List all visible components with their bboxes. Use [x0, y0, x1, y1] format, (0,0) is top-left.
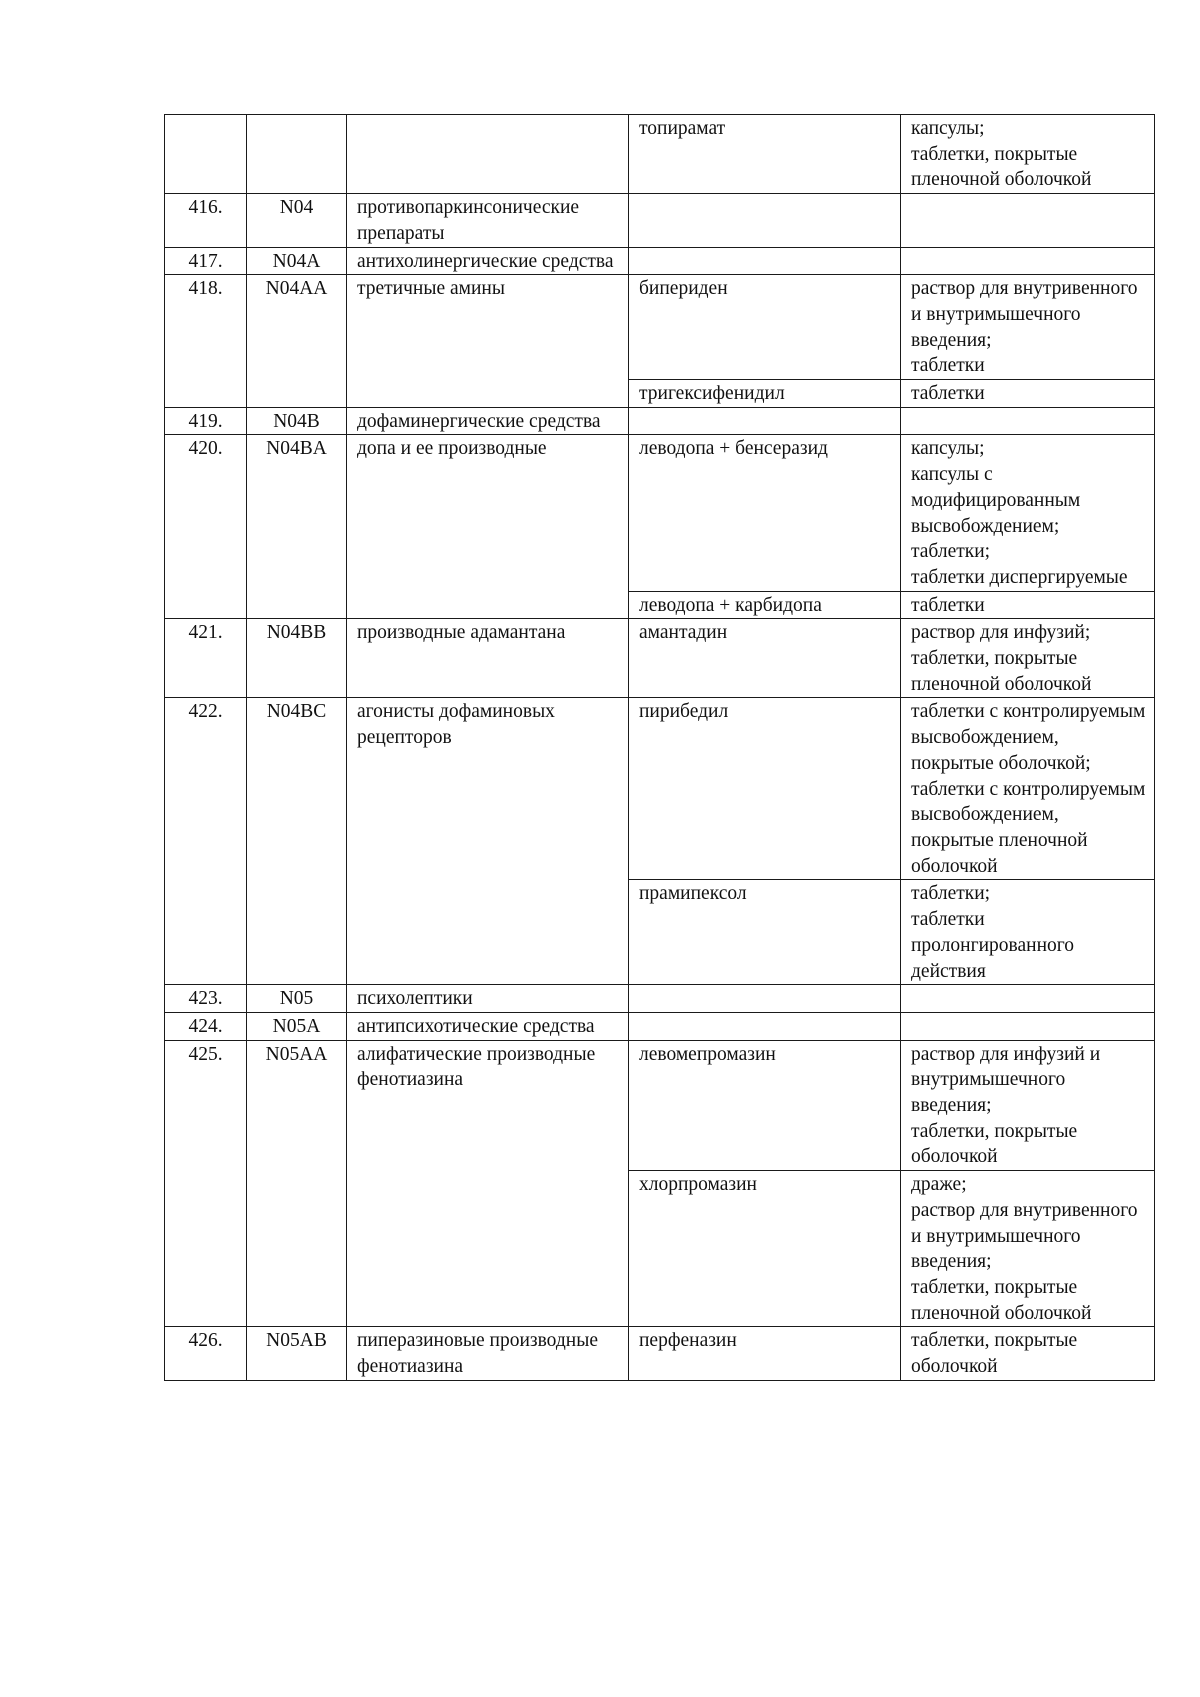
table-body	[165, 115, 1155, 1381]
drug-name-cell: перфеназин	[629, 1327, 901, 1380]
row-number-cell: 417.	[165, 247, 247, 275]
drug-name-cell	[629, 407, 901, 435]
drug-name-cell: хлорпромазин	[629, 1171, 901, 1327]
group-name-cell	[347, 115, 629, 194]
group-name-cell: агонисты дофаминовых рецепторов	[347, 698, 629, 985]
group-name-cell: антихолинергические средства	[347, 247, 629, 275]
drug-name-cell	[629, 1012, 901, 1040]
dosage-form-cell	[901, 247, 1155, 275]
group-name-cell: противопаркинсонические препараты	[347, 194, 629, 247]
atc-code-cell: N04B	[247, 407, 347, 435]
table-row	[165, 247, 1155, 275]
dosage-form-cell: раствор для внутривенного и внутримышечного введения; таблетки	[901, 275, 1155, 380]
table-row	[165, 1040, 1155, 1171]
table-row	[165, 275, 1155, 380]
drug-name-cell	[629, 194, 901, 247]
row-number-cell: 423.	[165, 985, 247, 1013]
drug-name-cell: тригексифенидил	[629, 380, 901, 408]
table-row	[165, 435, 1155, 591]
dosage-form-cell	[901, 1012, 1155, 1040]
table-row	[165, 985, 1155, 1013]
atc-code-cell: N04BC	[247, 698, 347, 985]
row-number-cell: 426.	[165, 1327, 247, 1380]
table-row	[165, 698, 1155, 880]
dosage-form-cell: капсулы; таблетки, покрытые пленочной оболочкой	[901, 115, 1155, 194]
drug-name-cell: бипериден	[629, 275, 901, 380]
row-number-cell: 419.	[165, 407, 247, 435]
drug-name-cell: пирибедил	[629, 698, 901, 880]
row-number-cell: 421.	[165, 619, 247, 698]
drug-name-cell	[629, 247, 901, 275]
table-row	[165, 194, 1155, 247]
dosage-form-cell: таблетки	[901, 591, 1155, 619]
table-row	[165, 1327, 1155, 1380]
row-number-cell: 422.	[165, 698, 247, 985]
table-row	[165, 407, 1155, 435]
atc-code-cell: N05AA	[247, 1040, 347, 1327]
dosage-form-cell	[901, 194, 1155, 247]
dosage-form-cell: таблетки	[901, 380, 1155, 408]
atc-code-cell: N04BA	[247, 435, 347, 619]
document-page	[164, 114, 1154, 1381]
row-number-cell	[165, 115, 247, 194]
table-row	[165, 115, 1155, 194]
dosage-form-cell	[901, 985, 1155, 1013]
drug-name-cell	[629, 985, 901, 1013]
group-name-cell: пиперазиновые производные фенотиазина	[347, 1327, 629, 1380]
group-name-cell: антипсихотические средства	[347, 1012, 629, 1040]
drug-name-cell: леводопа + карбидопа	[629, 591, 901, 619]
drug-name-cell: леводопа + бенсеразид	[629, 435, 901, 591]
dosage-form-cell: таблетки, покрытые оболочкой	[901, 1327, 1155, 1380]
group-name-cell: алифатические производные фенотиазина	[347, 1040, 629, 1327]
row-number-cell: 425.	[165, 1040, 247, 1327]
row-number-cell: 418.	[165, 275, 247, 408]
row-number-cell: 416.	[165, 194, 247, 247]
drug-name-cell: прамипексол	[629, 880, 901, 985]
atc-code-cell: N05A	[247, 1012, 347, 1040]
drug-name-cell: топирамат	[629, 115, 901, 194]
atc-code-cell: N04AA	[247, 275, 347, 408]
atc-code-cell: N05	[247, 985, 347, 1013]
group-name-cell: производные адамантана	[347, 619, 629, 698]
group-name-cell: допа и ее производные	[347, 435, 629, 619]
atc-code-cell: N04A	[247, 247, 347, 275]
drug-name-cell: левомепромазин	[629, 1040, 901, 1171]
dosage-form-cell	[901, 407, 1155, 435]
table-row	[165, 619, 1155, 698]
drug-list-table	[164, 114, 1155, 1381]
group-name-cell: психолептики	[347, 985, 629, 1013]
atc-code-cell	[247, 115, 347, 194]
group-name-cell: дофаминергические средства	[347, 407, 629, 435]
dosage-form-cell: таблетки; таблетки пролонгированного действия	[901, 880, 1155, 985]
row-number-cell: 424.	[165, 1012, 247, 1040]
dosage-form-cell: раствор для инфузий и внутримышечного введения; таблетки, покрытые оболочкой	[901, 1040, 1155, 1171]
dosage-form-cell: капсулы; капсулы с модифицированным высвобождением; таблетки; таблетки диспергируемые	[901, 435, 1155, 591]
row-number-cell: 420.	[165, 435, 247, 619]
group-name-cell: третичные амины	[347, 275, 629, 408]
dosage-form-cell: драже; раствор для внутривенного и внутримышечного введения; таблетки, покрытые пленочной оболочкой	[901, 1171, 1155, 1327]
table-row	[165, 1012, 1155, 1040]
atc-code-cell: N05AB	[247, 1327, 347, 1380]
dosage-form-cell: таблетки с контролируемым высвобождением, покрытые оболочкой; таблетки с контролируемым высвобождением, покрытые пленочной оболочкой	[901, 698, 1155, 880]
atc-code-cell: N04BB	[247, 619, 347, 698]
atc-code-cell: N04	[247, 194, 347, 247]
dosage-form-cell: раствор для инфузий; таблетки, покрытые пленочной оболочкой	[901, 619, 1155, 698]
drug-name-cell: амантадин	[629, 619, 901, 698]
